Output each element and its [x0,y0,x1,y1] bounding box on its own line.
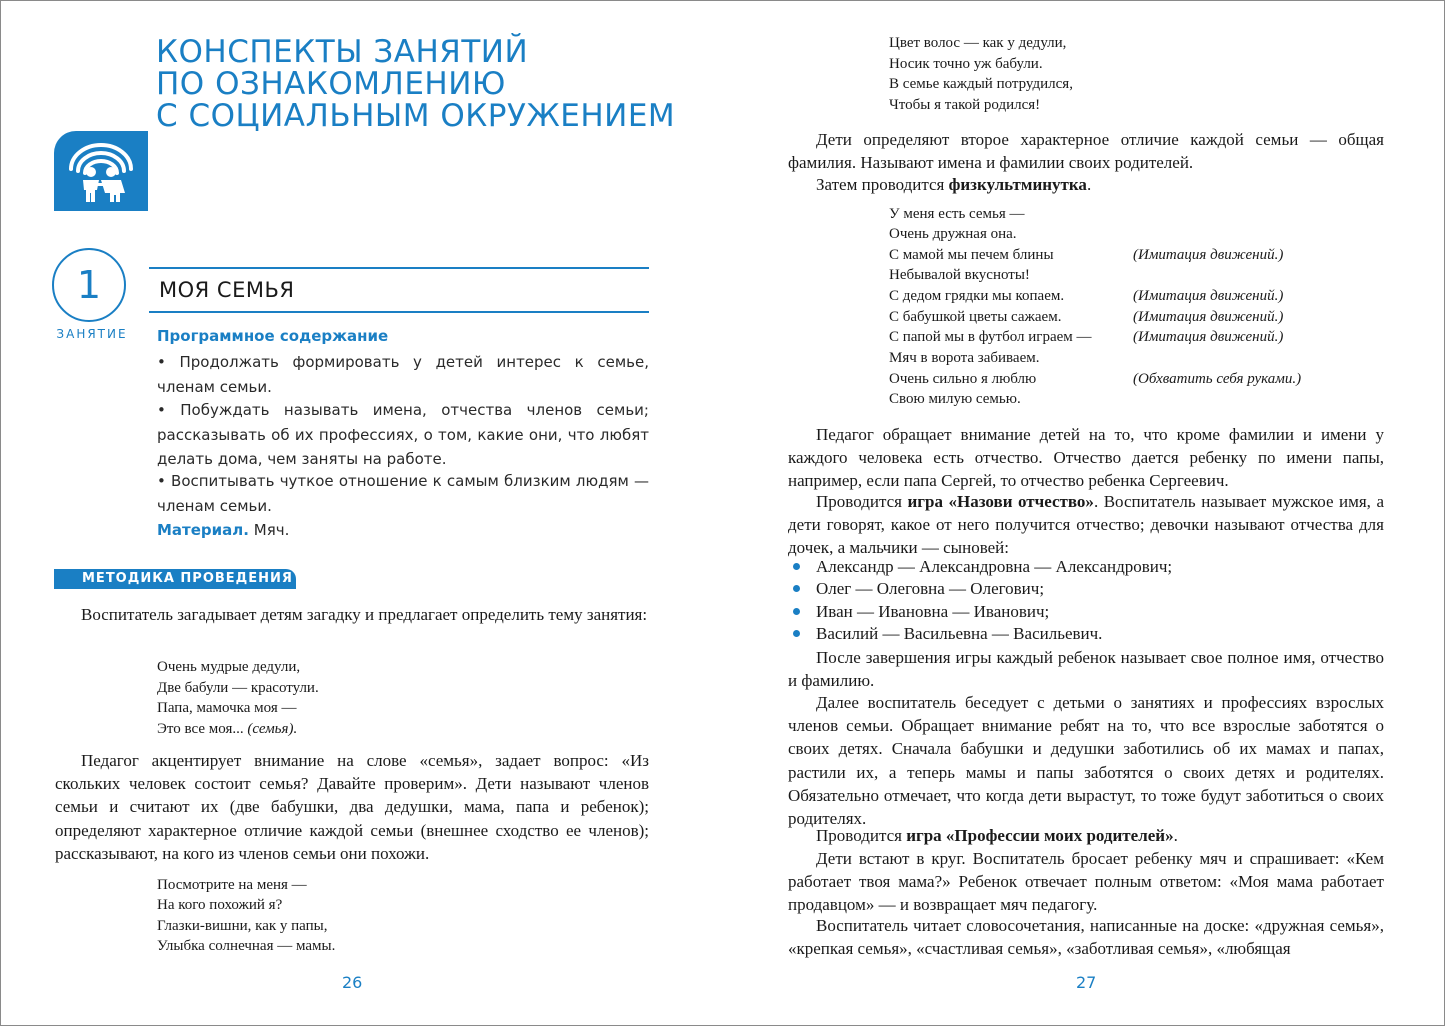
section-rule-top [149,267,649,269]
riddle-line-4 [157,719,297,740]
section-title: МОЯ СЕМЬЯ [159,278,295,302]
exercise-line-5: С дедом грядки мы копаем. [889,288,1065,304]
program-item-3: • Воспитывать чуткое отношение к самым близким людям — членам семьи. [157,472,649,515]
game2-name: игра «Профессии моих родителей» [906,826,1174,845]
material-text: Мяч. [253,521,290,539]
bullet-3 [793,608,800,615]
exercise-line-4: Небывалой вкусноты! [889,267,1030,283]
paragraph-family-count: Педагог акцентирует внимание на слове «семья», задает вопрос: «Из скольких человек состоит семья? Давайте проверим». Дети называют членов семьи и считают их (две бабушки, два дедушки, мама, папа и ребенок); определяют характерное отличие каждой семьи (внешнее сходство ее членов); рассказывают, на кого из членов семьи они похожи. [55,751,649,863]
poem-top-line-2: Носик точно уж бабули. [889,56,1043,72]
exercise-line-1: У меня есть семья — [889,206,1025,222]
bullet-1 [793,563,800,570]
poem-top-line-3: В семье каждый потрудился, [889,76,1073,92]
exercise-note-5: (Имитация движений.) [1133,288,1284,304]
exercise-note-9: (Обхватить себя руками.) [1133,371,1302,387]
paragraph-patronymic: Педагог обращает внимание детей на то, что кроме фамилии и имени у каждого человека есть отчество. Отчество дается ребенку по имени папы, например, если папа Сергей, то отчество ребенка Сергеевич. [788,425,1384,491]
material-line [157,518,649,543]
exercise-note-6: (Имитация движений.) [1133,309,1284,325]
material-label: Материал. [157,521,249,539]
exercise-note-7: (Имитация движений.) [1133,329,1284,345]
name-list-item-1: Александр — Александровна — Александрович; [816,557,1173,576]
lesson-label: ЗАНЯТИЕ [56,327,128,341]
intro-paragraph: Воспитатель загадывает детям загадку и предлагает определить тему занятия: [81,605,648,624]
paragraph-professions: Далее воспитатель беседует с детьми о занятиях и профессиях взрослых членов семьи. Обращает внимание ребят на то, что все взрослые заботятся о своих детях. Сначала бабушки и дедушки заботились об их мамах и папах, растили их, а теперь мамы и папы заботятся о своих детях и родителях. Обязательно отмечает, что когда дети вырастут, то тоже будут заботиться о своих родителях. [788,693,1384,829]
paragraph-game-professions: Проводится игра «Профессии моих родителей». [816,826,1178,845]
exercise-line-3: С мамой мы печем блины [889,247,1054,263]
program-item-2: • Побуждать называть имена, отчества членов семьи; рассказывать об их профессиях, о том, какие они, что любят делать дома, чем заняты на работе. [157,401,649,468]
exercise-line-2: Очень дружная она. [889,226,1017,242]
poem2-line-2: На кого похожий я? [157,897,283,913]
poem-top-line-4: Чтобы я такой родился! [889,97,1041,113]
game1-rest: . Воспитатель называет мужское имя, а дети говорят, какое от него получится отчество; девочки называют отчества для дочек, а мальчики — сыновей: [788,492,1385,558]
paragraph-exercise-intro: Затем проводится физкультминутка. [816,175,1092,194]
chapter-title-line-1: КОНСПЕКТЫ ЗАНЯТИЙ [156,34,529,70]
name-list-item-4: Василий — Васильевна — Васильевич. [816,624,1103,643]
paragraph-ball-game: Дети встают в круг. Воспитатель бросает ребенку мяч и спрашивает: «Кем работает твоя мама?» Ребенок отвечает полным ответом: «Моя мама работает продавцом» — и возвращает мяч педагогу. [788,849,1384,915]
riddle-line-1: Очень мудрые дедули, [157,659,301,675]
program-item-1: • Продолжать формировать у детей интерес к семье, членам семьи. [157,353,649,396]
poem2-line-4: Улыбка солнечная — мамы. [157,938,336,954]
method-heading: МЕТОДИКА ПРОВЕДЕНИЯ [82,571,293,586]
bullet-4 [793,630,800,637]
riddle-answer: (семья). [247,721,298,737]
exercise-line-10: Свою милую семью. [889,391,1021,407]
chapter-title-line-2: ПО ОЗНАКОМЛЕНИЮ [156,66,506,102]
exercise-line-6: С бабушкой цветы сажаем. [889,309,1062,325]
exercise-intro-bold: физкультминутка [948,175,1087,194]
exercise-line-8: Мяч в ворота забиваем. [889,350,1040,366]
exercise-line-7: С папой мы в футбол играем — [889,329,1092,345]
exercise-intro-prefix: Затем проводится [816,175,945,194]
riddle-line-4-text: Это все моя... [157,721,244,737]
program-heading: Программное содержание [157,327,389,345]
riddle-line-3: Папа, мамочка моя — [157,700,297,716]
page-number-left: 26 [342,973,363,992]
paragraph-phrases: Воспитатель читает словосочетания, написанные на доске: «дружная семья», «крепкая семья», «счастливая семья», «заботливая семья», «любящая [788,916,1384,959]
name-list-item-3: Иван — Ивановна — Иванович; [816,602,1050,621]
children-rainbow-icon [54,131,148,211]
poem2-line-3: Глазки-вишни, как у папы, [157,918,328,934]
exercise-line-9: Очень сильно я люблю [889,371,1037,387]
game1-name: игра «Назови отчество» [907,492,1094,511]
paragraph-game-patronymic [788,490,1384,560]
chapter-title-line-3: С СОЦИАЛЬНЫМ ОКРУЖЕНИЕМ [156,98,676,134]
bullet-2 [793,585,800,592]
chapter-icon-tab [54,131,148,211]
game1-prefix: Проводится [816,492,902,511]
riddle-line-2: Две бабули — красотули. [157,680,319,696]
game2-prefix: Проводится [816,826,902,845]
section-rule-bottom [149,311,649,313]
lesson-number: 1 [76,263,102,307]
exercise-note-3: (Имитация движений.) [1133,247,1284,263]
paragraph-common-surname: Дети определяют второе характерное отличие каждой семьи — общая фамилия. Называют имена и фамилии своих родителей. [788,130,1384,173]
poem2-line-1: Посмотрите на меня — [157,877,307,893]
paragraph-full-name: После завершения игры каждый ребенок называет свое полное имя, отчество и фамилию. [788,648,1384,691]
name-list-item-2: Олег — Олеговна — Олегович; [816,579,1045,598]
page-number-right: 27 [1076,973,1097,992]
poem-top-line-1: Цвет волос — как у дедули, [889,35,1067,51]
